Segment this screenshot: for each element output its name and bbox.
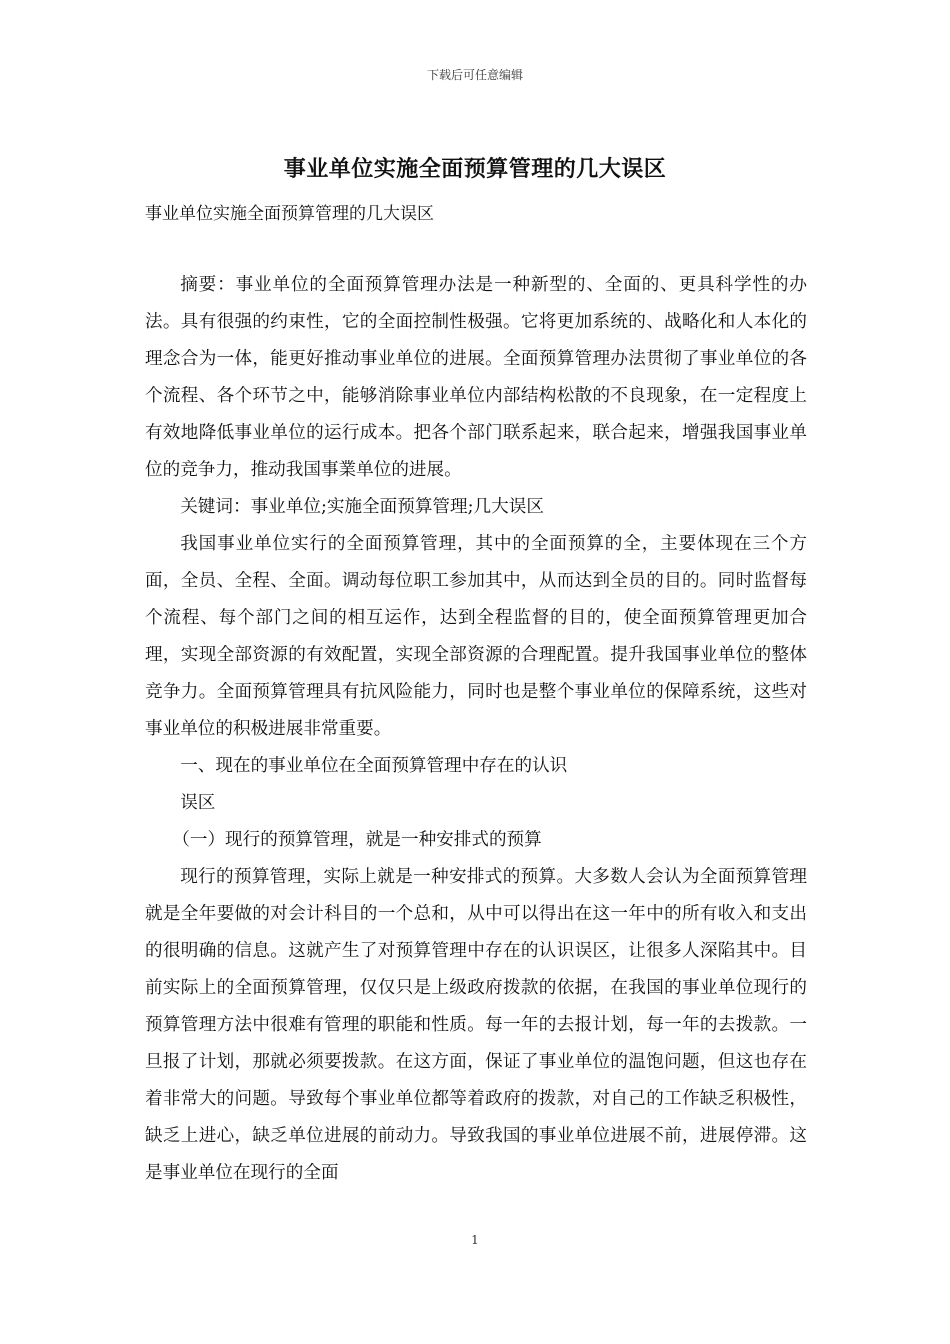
document-title: 事业单位实施全面预算管理的几大误区 <box>283 156 667 182</box>
document-subtitle: 事业单位实施全面预算管理的几大误区 <box>145 204 434 224</box>
section-heading: 一、现在的事业单位在全面预算管理中存在的认识 <box>180 756 568 776</box>
page-number: 1 <box>471 1233 479 1247</box>
subsection-heading: （一）现行的预算管理，就是一种安排式的预算 <box>172 830 542 850</box>
document-body <box>145 267 807 1192</box>
header-note: 下载后可任意编辑 <box>426 68 523 82</box>
section-heading-continued: 误区 <box>180 793 216 813</box>
body-paragraph: 现行的预算管理，实际上就是一种安排式的预算。大多数人会认为全面预算管理就是全年要做的对会计科目的一个总和，从中可以得出在这一年中的所有收入和支出的很明确的信息。这就产生了对预算管理中存在的认识误区，让很多人深陷其中。目前实际上的全面预算管理，仅仅只是上级政府拨款的依据，在我国的事业单位现行的预算管理方法中很难有管理的职能和性质。每一年的去报计划，每一年的去拨款。一旦报了计划，那就必须要拨款。在这方面，保证了事业单位的温饱问题，但这也存在着非常大的问题。导致每个事业单位都等着政府的拨款，对自己的工作缺乏积极性，缺乏上进心，缺乏单位进展的前动力。导致我国的事业单位进展不前，进展停滞。这是事业单位在现行的全面 <box>145 867 807 1183</box>
keywords-paragraph: 关键词：事业单位;实施全面预算管理;几大误区 <box>180 497 544 517</box>
abstract-paragraph: 摘要：事业单位的全面预算管理办法是一种新型的、全面的、更具科学性的办法。具有很强的约束性，它的全面控制性极强。它将更加系统的、战略化和人本化的理念合为一体，能更好推动事业单位的进展。全面预算管理办法贯彻了事业单位的各个流程、各个环节之中，能够消除事业单位内部结构松散的不良现象，在一定程度上有效地降低事业单位的运行成本。把各个部门联系起来，联合起来，增强我国事业单位的竞争力，推动我国事業单位的进展。 <box>145 275 807 480</box>
intro-paragraph: 我国事业单位实行的全面预算管理，其中的全面预算的全，主要体现在三个方面，全员、全程、全面。调动每位职工参加其中，从而达到全员的目的。同时监督每个流程、每个部门之间的相互运作，达到全程监督的目的，使全面预算管理更加合理，实现全部资源的有效配置，实现全部资源的合理配置。提升我国事业单位的整体竞争力。全面预算管理具有抗风险能力，同时也是整个事业单位的保障系统，这些对事业单位的积极进展非常重要。 <box>145 534 807 739</box>
